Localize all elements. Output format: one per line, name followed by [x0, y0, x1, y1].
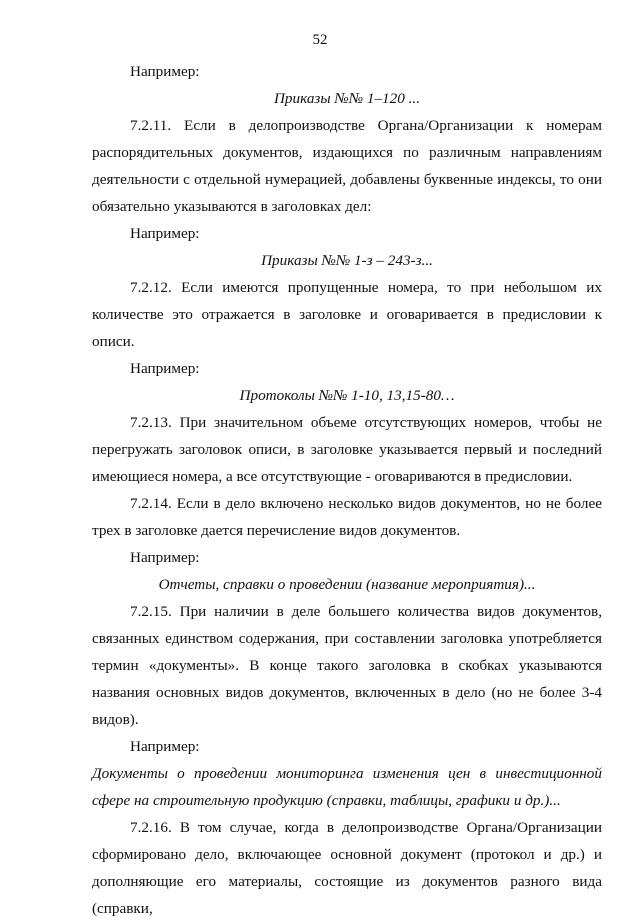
example-text: Приказы №№ 1–120 ... [273, 90, 421, 107]
paragraph-7-2-13: 7.2.13. При значительном объеме отсутствующих номеров, чтобы не перегружать заголовок описи, в заголовке указывается первый и последний имеющиеся номера, а все отсутствующие - оговариваются в предисловии. [92, 414, 602, 485]
paragraph-7-2-15: 7.2.15. При наличии в деле большего количества видов документов, связанных единством содержания, при составлении заголовка употребляется термин «документы». В конце такого заголовка в скобках указываются названия основных видов документов, включенных в дело (но не более 3-4 видов). [92, 603, 602, 728]
paragraph-7-2-12: 7.2.12. Если имеются пропущенные номера, то при небольшом их количестве это отражается в заголовке и оговаривается в предисловии к описи. [92, 279, 602, 350]
example-label: Например: [130, 63, 200, 80]
example-label: Например: [130, 225, 200, 242]
paragraph-7-2-11: 7.2.11. Если в делопроизводстве Органа/Организации к номерам распорядительных документов, издающихся по различным направлениям деятельности с отдельной нумерацией, добавлены буквенные индексы, то они обязательно указываются в заголовках дел: [92, 117, 602, 215]
example-text: Протоколы №№ 1-10, 13,15-80… [239, 387, 455, 404]
example-text: Отчеты, справки о проведении (название мероприятия)... [158, 576, 536, 593]
example-label: Например: [130, 549, 200, 566]
example-text: Приказы №№ 1-з – 243-з... [261, 252, 433, 269]
paragraph-7-2-14: 7.2.14. Если в дело включено несколько видов документов, но не более трех в заголовке дается перечисление видов документов. [92, 495, 602, 539]
example-label: Например: [130, 738, 200, 755]
paragraph-7-2-16: 7.2.16. В том случае, когда в делопроизводстве Органа/Организации сформировано дело, включающее основной документ (протокол и др.) и дополняющие его материалы, состоящие из документов разного вида (справки, [92, 819, 602, 917]
example-text: Документы о проведении мониторинга изменения цен в инвестиционной сфере на строительную продукцию (справки, таблицы, графики и др.)... [92, 765, 602, 809]
document-body [92, 58, 602, 922]
example-label: Например: [130, 360, 200, 377]
page-number: 52 [312, 32, 328, 48]
